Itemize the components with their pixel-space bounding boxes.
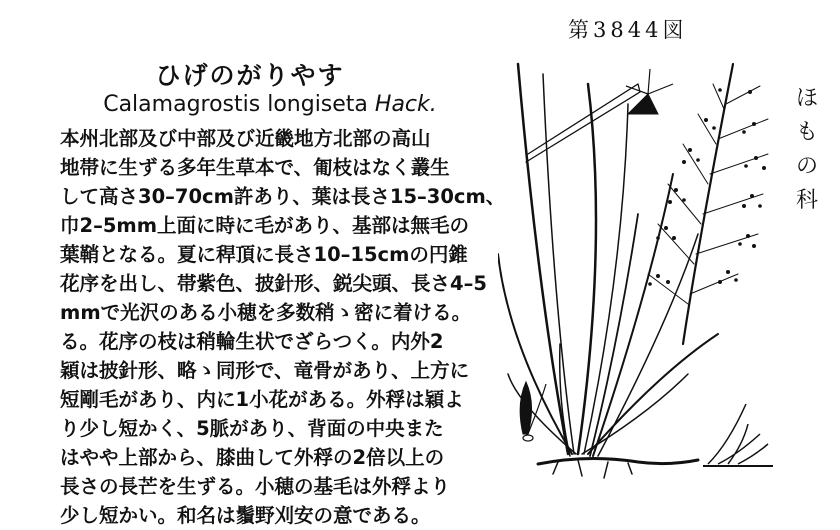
scientific-name — [0, 92, 540, 117]
family-char: ほ — [795, 86, 818, 111]
description-line: 穎は披針形、略ゝ同形で、竜骨があり、上方に — [60, 359, 470, 382]
seedling-detail — [703, 404, 773, 466]
description-line: 花序を出し、帯紫色、披針形、鋭尖頭、長さ4–5 — [60, 272, 487, 295]
family-char: 科 — [795, 188, 818, 213]
description-line: mmで光沢のある小穂を多数稍ゝ密に着ける。 — [60, 301, 472, 324]
grass-illustration — [498, 44, 798, 480]
description-line: 少し短かい。和名は鬚野刈安の意である。 — [60, 504, 431, 527]
japanese-plant-name: ひげのがりやす — [155, 61, 345, 90]
authority: Hack. — [374, 92, 437, 117]
description-line: 本州北部及び中部及び近畿地方北部の高山 — [60, 127, 431, 150]
description-line: 短剛毛があり、内に1小花がある。外稃は穎よ — [60, 388, 464, 411]
description-line: 巾2–5mm上面に時に毛があり、基部は無毛の — [60, 214, 470, 237]
description-line: る。花序の枝は稍輪生状でざらつく。内外2 — [60, 330, 444, 353]
family-char: の — [795, 154, 818, 179]
description-line: して高さ30–70cm許あり、葉は長さ15–30cm、 — [60, 185, 506, 208]
description-line: 葉鞘となる。夏に稈頂に長さ10–15cmの円錐 — [60, 243, 468, 266]
description — [60, 124, 510, 530]
figure-number: 第3844図 — [568, 18, 688, 42]
spikelet-detail-top — [626, 69, 673, 114]
description-line: 地帯に生ずる多年生草本で、匍枝はなく叢生 — [60, 156, 450, 179]
genus-species: Calamagrostis longiseta — [103, 92, 368, 117]
description-line: はやや上部から、膝曲して外稃の2倍以上の — [60, 446, 445, 469]
description-line: 長さの長芒を生ずる。小穂の基毛は外稃より — [60, 475, 451, 498]
description-line: り少し短かく、5脈があり、背面の中央また — [60, 417, 444, 440]
family-char: も — [795, 120, 818, 145]
